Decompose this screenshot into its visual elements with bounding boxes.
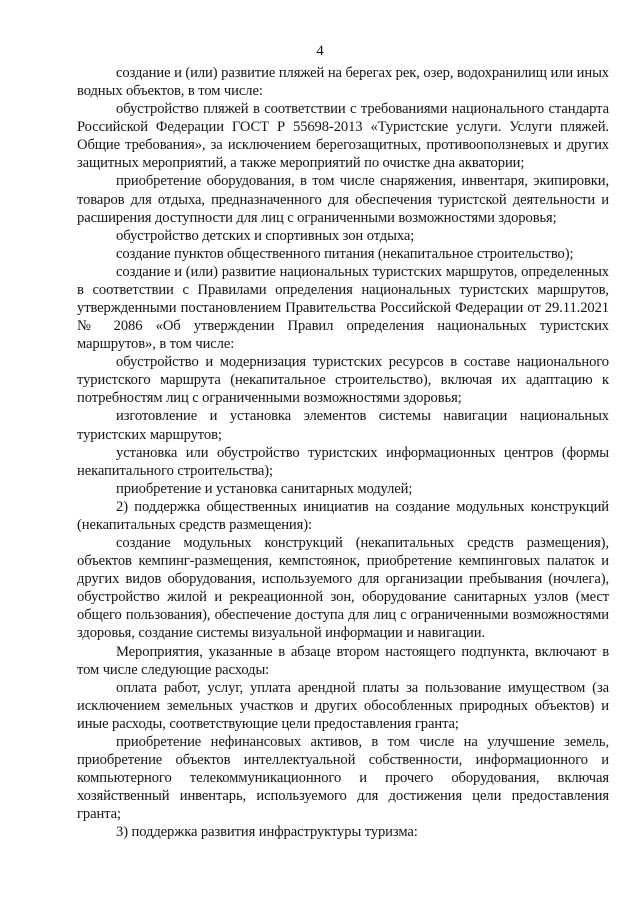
paragraph: установка или обустройство туристских информационных центров (формы некапитального строительства); xyxy=(77,444,609,479)
paragraph: обустройство пляжей в соответствии с требованиями национального стандарта Российской Федерации ГОСТ Р 55698-2013 «Туристские услуги. Услуги пляжей. Общие требования», за исключением берегозащитных, противооползневых и других защитных мероприятий, а также мероприятий по очистке дна акватории; xyxy=(77,101,609,172)
paragraph: создание и (или) развитие национальных туристских маршрутов, определенных в соответствии с Правилами определения национальных туристских маршрутов, утвержденными постановлением Правительства Российской Федерации от 29.11.2021 № 2086 «Об утверждении Правил определения национальных туристских маршрутов», в том числе: xyxy=(77,263,609,353)
paragraph: обустройство и модернизация туристских ресурсов в составе национального туристского маршрута (некапитальное строительство), включая их адаптацию к потребностям лиц с ограниченными возможностями здоровья; xyxy=(77,354,609,407)
paragraph: оплата работ, услуг, уплата арендной платы за пользование имуществом (за исключением земельных участков и других обособленных природных объектов) и иные расходы, соответствующие цели предоставления гранта; xyxy=(77,679,609,732)
paragraph: приобретение и установка санитарных модулей; xyxy=(116,480,413,497)
paragraph: создание модульных конструкций (некапитальных средств размещения), объектов кемпинг-размещения, кемпстоянок, приобретение кемпинговых палаток и других видов оборудования, используемого для организации пребывания (ночлега), обустройство жилой и рекреационной зон, оборудование санитарных узлов (мест общего пользования), обеспечение доступа для лиц с ограниченными возможностями здоровья, создание системы визуальной информации и навигации. xyxy=(77,535,609,642)
paragraph: изготовление и установка элементов системы навигации национальных туристских маршрутов; xyxy=(77,408,609,443)
paragraph: приобретение оборудования, в том числе снаряжения, инвентаря, экипировки, товаров для отдыха, предназначенного для обеспечения туристской деятельности и расширения доступности для лиц с ограниченными возможностями здоровья; xyxy=(77,173,609,226)
paragraph: обустройство детских и спортивных зон отдыха; xyxy=(116,227,415,244)
paragraph: создание и (или) развитие пляжей на берегах рек, озер, водохранилищ или иных водных объектов, в том числе: xyxy=(77,65,609,100)
paragraph: создание пунктов общественного питания (некапитальное строительство); xyxy=(116,245,574,262)
page-number: 4 xyxy=(316,43,324,59)
paragraph: приобретение нефинансовых активов, в том числе на улучшение земель, приобретение объектов интеллектуальной собственности, информационного и компьютерного телекоммуникационного и прочего оборудования, включая хозяйственный инвентарь, используемого для достижения цели предоставления гранта; xyxy=(77,733,609,823)
document-body xyxy=(77,64,609,841)
paragraph: 2) поддержка общественных инициатив на создание модульных конструкций (некапитальных средств размещения): xyxy=(77,498,609,533)
paragraph: Мероприятия, указанные в абзаце втором настоящего подпункта, включают в том числе следующие расходы: xyxy=(77,643,609,678)
paragraph: 3) поддержка развития инфраструктуры туризма: xyxy=(116,824,418,841)
